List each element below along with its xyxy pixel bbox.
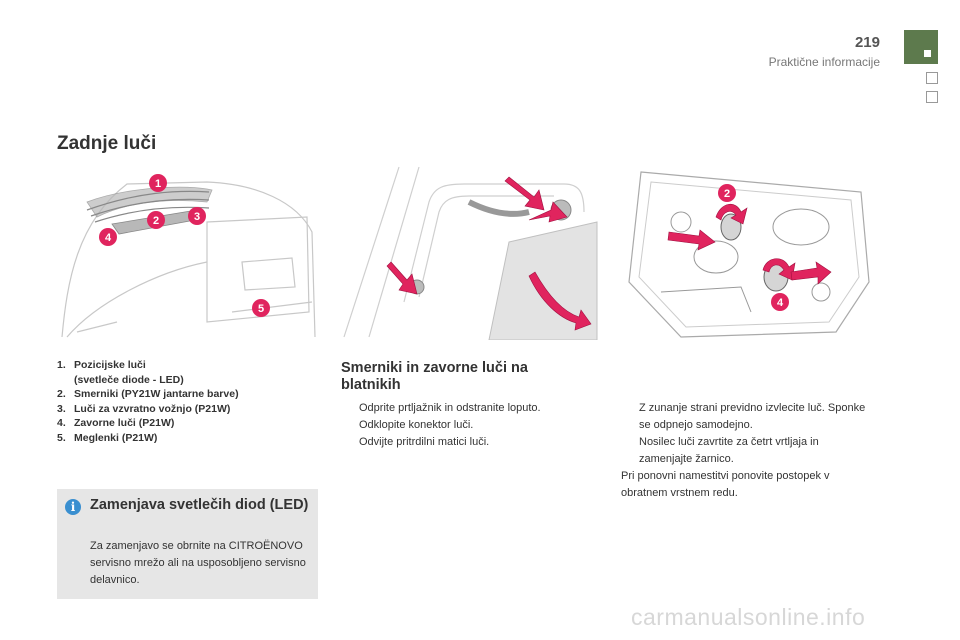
- step-text: Odklopite konektor luči.: [359, 419, 474, 431]
- legend-text: Smerniki (PY21W jantarne barve): [74, 388, 239, 400]
- step-item: [341, 434, 591, 451]
- legend-number: 2.: [57, 388, 66, 400]
- legend-number: 3.: [57, 402, 66, 415]
- legend-item: [57, 387, 239, 402]
- steps-list-continued: [621, 400, 871, 502]
- info-box: [57, 489, 318, 599]
- bullet-icon: [341, 400, 359, 417]
- step-text: Nosilec luči zavrtite za četrt vrtljaja in zamenjajte žarnico.: [639, 436, 819, 465]
- legend-item: [57, 416, 239, 431]
- page-number: 219: [854, 34, 880, 51]
- callout-number: 5: [257, 303, 265, 315]
- legend-item: [57, 358, 239, 373]
- chapter-tab-empty: [926, 72, 938, 84]
- legend-text: Meglenki (P21W): [74, 431, 158, 444]
- callout-number: 1: [154, 178, 162, 190]
- tab-marker: [924, 50, 931, 57]
- step-text: Odvijte pritrdilni matici luči.: [359, 436, 490, 448]
- bullet-icon: [621, 400, 639, 434]
- info-title: Zamenjava svetlečih diod (LED): [90, 497, 309, 513]
- step-item: [341, 417, 591, 434]
- callout-number: 4: [776, 297, 784, 309]
- section-heading: Smerniki in zavorne luči na blatnikih: [341, 360, 528, 393]
- legend-text: Zavorne luči (P21W): [74, 417, 175, 429]
- watermark: carmanualsonline.info: [631, 604, 866, 630]
- callout-number: 2: [723, 188, 731, 200]
- legend-item: [57, 402, 239, 417]
- step-text: Odprite prtljažnik in odstranite loputo.: [359, 402, 541, 414]
- step-item: [621, 434, 871, 468]
- callout-number: 4: [104, 232, 112, 244]
- step-item: [341, 400, 591, 417]
- callout-number: 2: [152, 215, 160, 227]
- chapter-tab: [904, 30, 938, 64]
- steps-list: [341, 400, 591, 451]
- lamp-unit-illustration: [621, 162, 873, 340]
- section-title: Praktične informacije: [768, 55, 880, 69]
- legend-text: Pozicijske luči: [74, 359, 146, 371]
- bullet-icon: [621, 434, 639, 468]
- step-text: Z zunanje strani previdno izvlecite luč. Sponke se odpnejo samodejno.: [639, 402, 866, 431]
- legend-subtext: (svetleče diode - LED): [74, 373, 184, 386]
- legend-item: [57, 431, 239, 446]
- info-icon: i: [65, 499, 81, 515]
- legend-text: Luči za vzvratno vožnjo (P21W): [74, 402, 231, 415]
- legend-number: 1.: [57, 359, 66, 371]
- callout-markers: [718, 184, 789, 311]
- bullet-icon: [341, 434, 359, 451]
- legend-number: 5.: [57, 431, 66, 444]
- chapter-tab-empty: [926, 91, 938, 103]
- rear-car-illustration: [57, 162, 318, 340]
- bullet-icon: [341, 417, 359, 434]
- reassembly-note: Pri ponovni namestitvi ponovite postopek v obratnem vrstnem redu.: [621, 470, 830, 499]
- step-item: [621, 400, 871, 434]
- legend-number: 4.: [57, 417, 66, 429]
- trunk-interior-illustration: [339, 162, 601, 340]
- callout-number: 3: [193, 211, 201, 223]
- bulb-legend: [57, 358, 239, 445]
- page-title: Zadnje luči: [57, 133, 157, 154]
- info-text: Za zamenjavo se obrnite na CITROËNOVO servisno mrežo ali na usposobljeno servisno delavnico.: [90, 540, 306, 586]
